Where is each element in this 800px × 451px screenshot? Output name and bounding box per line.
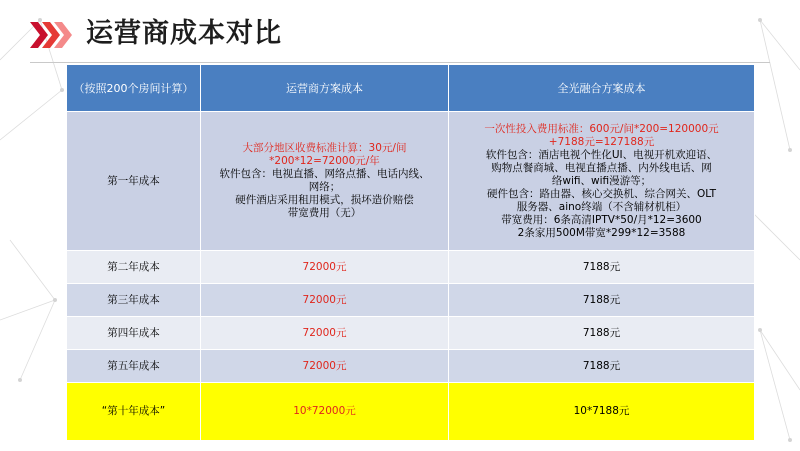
header-operator: 运营商方案成本 xyxy=(201,65,449,112)
fiber-detail-line: 购物点餐商城、电视直播点播、内外线电话、网 xyxy=(491,161,712,174)
table-row xyxy=(67,350,755,383)
fiber-detail-line: 硬件包含：路由器、核心交换机、综合网关、OLT xyxy=(486,187,717,200)
fiber-detail-line: 络wifi、wifi漫游等； xyxy=(551,174,652,187)
fiber-detail-line: 2条家用500M带宽*299*12=3588 xyxy=(517,226,686,239)
cost-comparison-table xyxy=(66,64,755,441)
fiber-price-line: 一次性投入费用标准：600元/间*200=120000元 xyxy=(484,122,719,135)
row-label: 第一年成本 xyxy=(67,112,201,251)
table-header-row xyxy=(67,65,755,112)
fiber-detail-line: 软件包含：酒店电视个性化UI、电视开机欢迎语、 xyxy=(485,148,718,161)
table-row xyxy=(67,251,755,284)
fiber-cost: 7188元 xyxy=(449,350,755,383)
operator-year1-cell xyxy=(201,112,449,251)
row-label: 第二年成本 xyxy=(67,251,201,284)
fiber-detail-line: 带宽费用：6条高清IPTV*50/月*12=3600 xyxy=(501,213,702,226)
operator-detail-line: 网络； xyxy=(308,181,341,193)
operator-cost: 72000元 xyxy=(201,251,449,284)
row-label: 第五年成本 xyxy=(67,350,201,383)
title-divider xyxy=(30,62,770,63)
fiber-price-line: +7188元=127188元 xyxy=(548,135,655,148)
operator-cost: 10*72000元 xyxy=(201,383,449,441)
operator-detail-line: 软件包含：电视直播、网络点播、电话内线、 xyxy=(219,168,430,180)
header-basis: （按照200个房间计算） xyxy=(67,65,201,112)
row-label: “第十年成本” xyxy=(67,383,201,441)
table-row-tenth-year xyxy=(67,383,755,441)
fiber-cost: 7188元 xyxy=(449,284,755,317)
operator-cost: 72000元 xyxy=(201,350,449,383)
fiber-detail-line: 服务器、aino终端（不含辅材机柜） xyxy=(516,200,687,213)
table-row xyxy=(67,284,755,317)
table-row xyxy=(67,317,755,350)
header-fiber: 全光融合方案成本 xyxy=(449,65,755,112)
operator-price-line: 大部分地区收费标准计算：30元/间 xyxy=(242,142,407,154)
row-label: 第三年成本 xyxy=(67,284,201,317)
operator-detail-line: 带宽费用（无） xyxy=(287,207,362,219)
row-label: 第四年成本 xyxy=(67,317,201,350)
fiber-cost: 7188元 xyxy=(449,317,755,350)
fiber-year1-cell xyxy=(449,112,755,251)
operator-cost: 72000元 xyxy=(201,317,449,350)
operator-price-line: *200*12=72000元/年 xyxy=(269,155,380,167)
operator-cost: 72000元 xyxy=(201,284,449,317)
operator-detail-line: 硬件酒店采用租用模式，损坏造价赔偿 xyxy=(235,194,414,206)
page-title: 运营商成本对比 xyxy=(86,18,282,49)
red-chevrons-icon xyxy=(30,22,72,48)
table-row-year1 xyxy=(67,112,755,251)
fiber-cost: 10*7188元 xyxy=(449,383,755,441)
title-bar xyxy=(0,10,800,64)
fiber-cost: 7188元 xyxy=(449,251,755,284)
